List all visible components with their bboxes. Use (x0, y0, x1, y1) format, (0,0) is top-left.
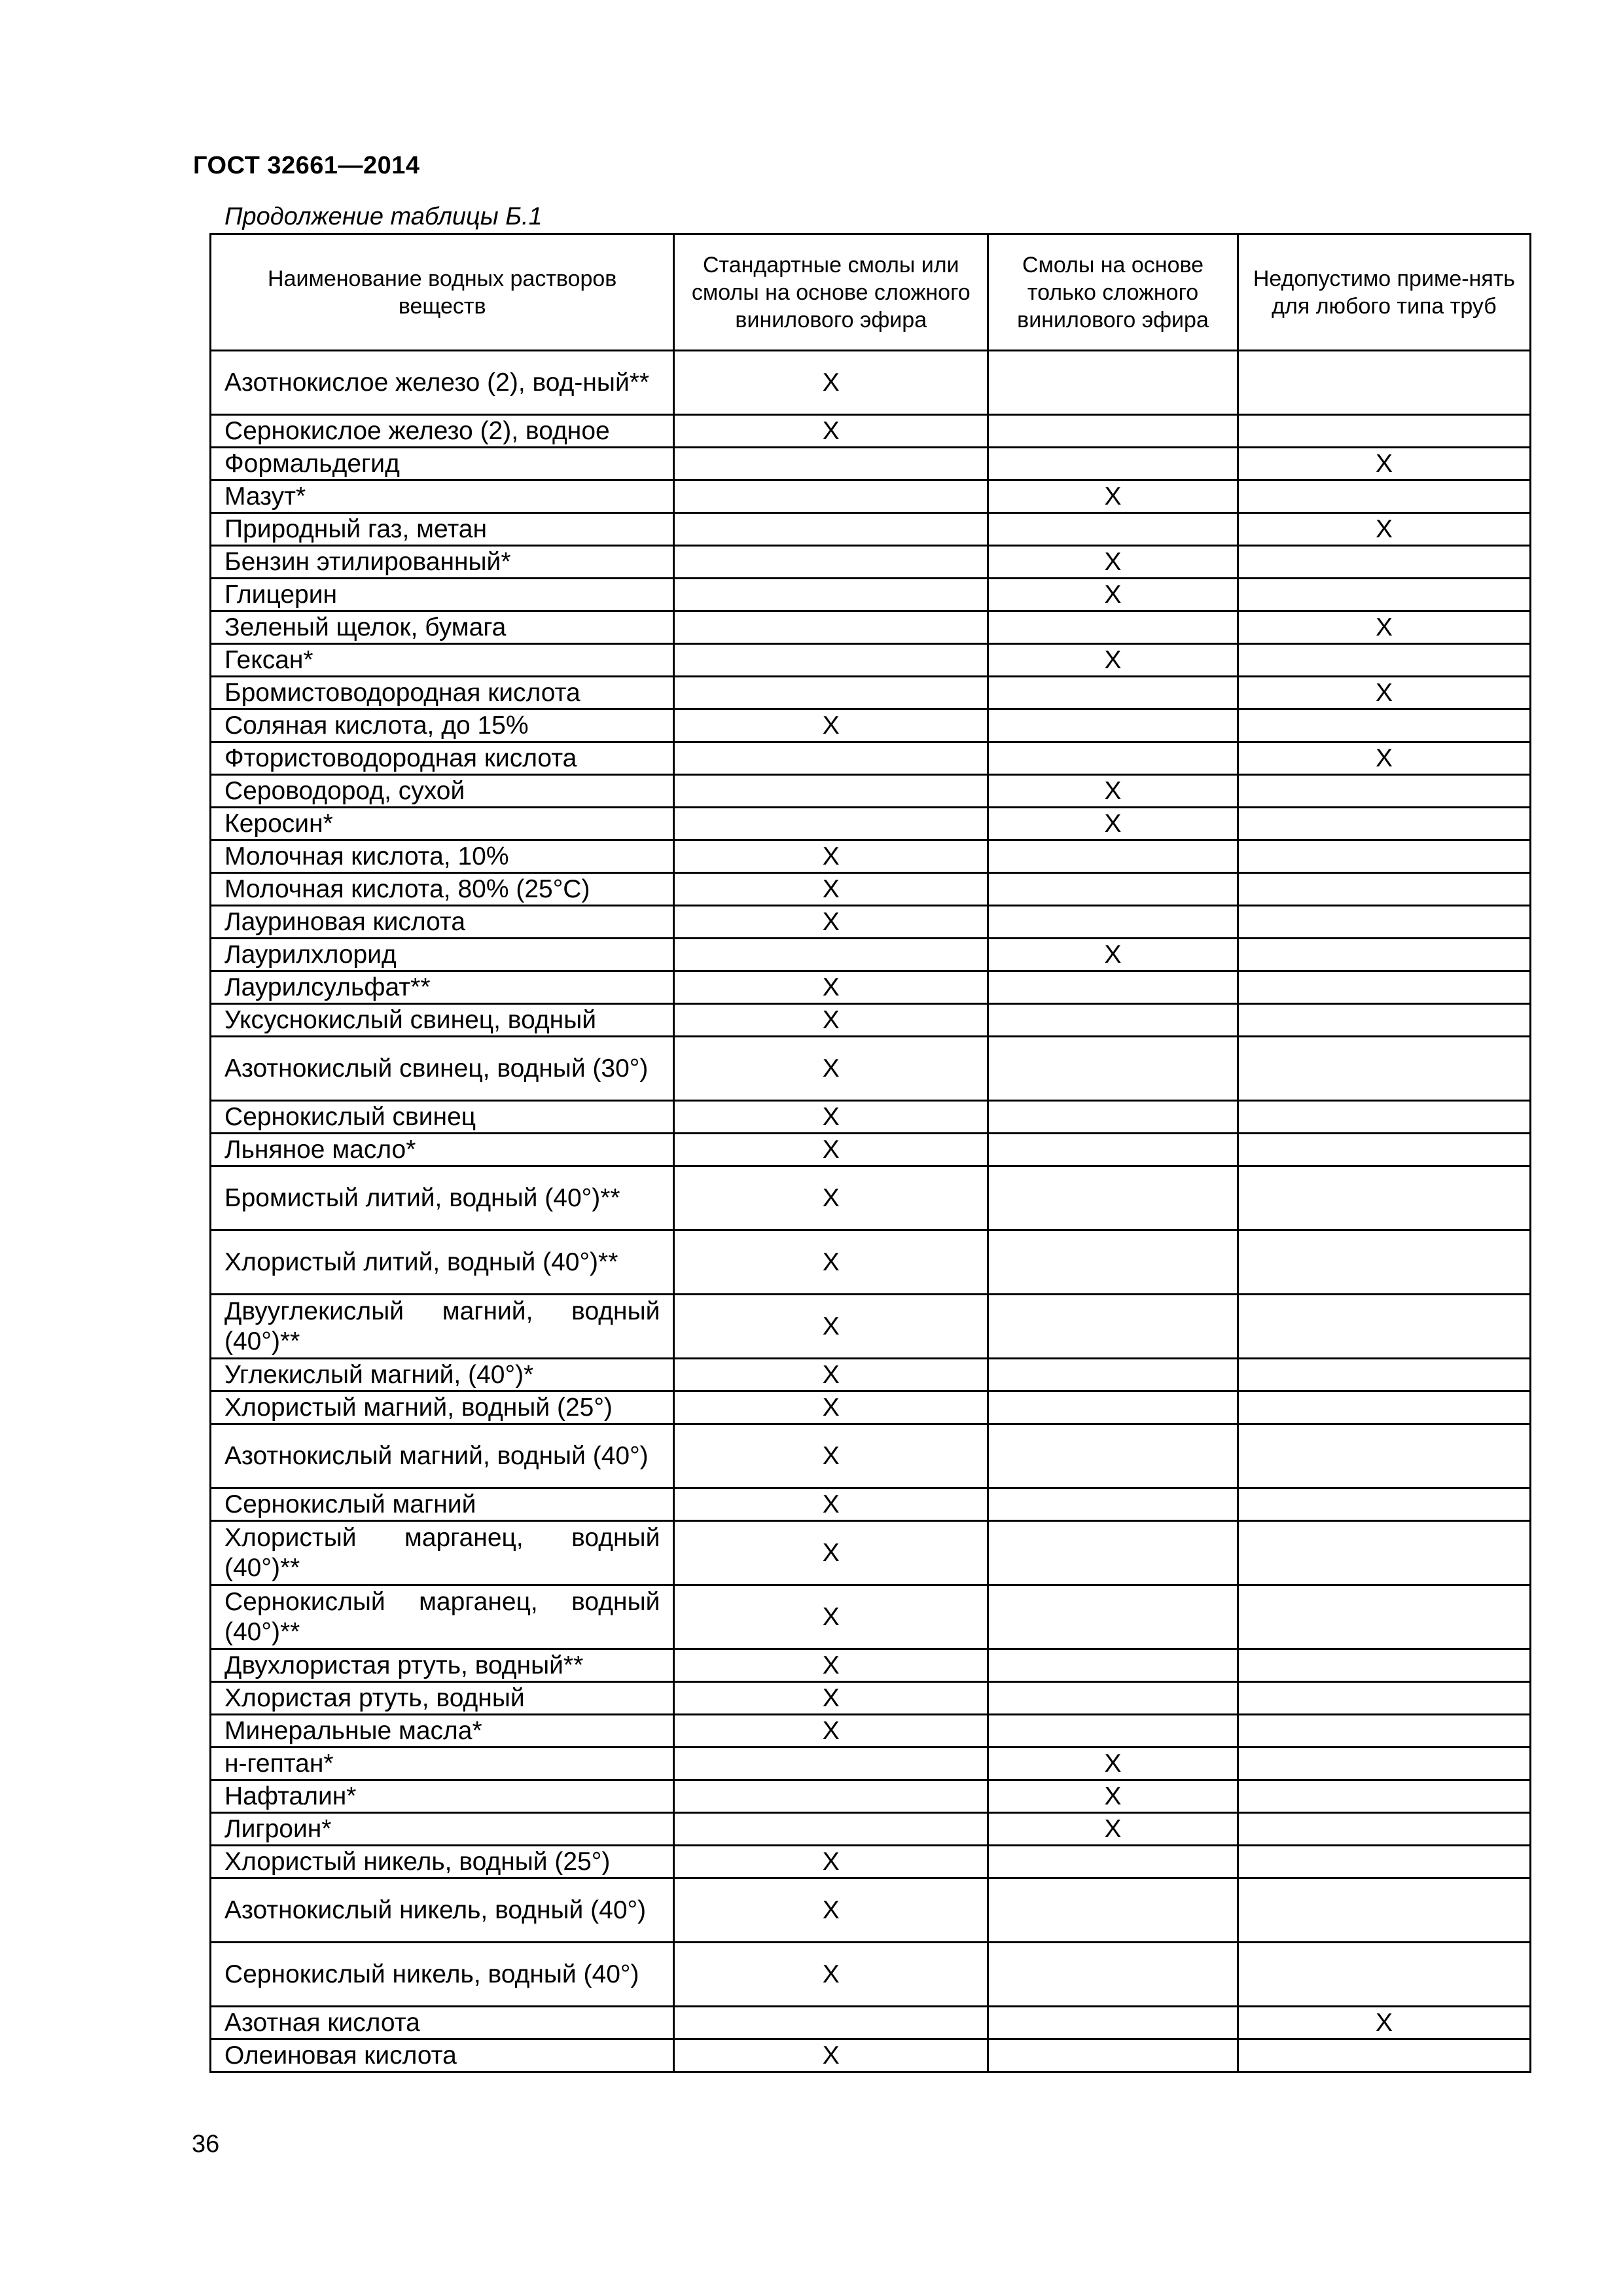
not-allowed-cell (1238, 480, 1530, 513)
substance-name-cell: Азотнокислый никель, водный (40°) (211, 1878, 674, 1943)
substance-name-cell: Лауриновая кислота (211, 906, 674, 939)
table-row (211, 1943, 1531, 2007)
table-row (211, 448, 1531, 480)
standard-resins-cell: X (674, 1295, 988, 1359)
substance-name-cell: Бромистый литий, водный (40°)** (211, 1166, 674, 1230)
not-allowed-cell: X (1238, 448, 1530, 480)
vinyl-ester-resins-cell (988, 840, 1238, 873)
not-allowed-cell (1238, 1878, 1530, 1943)
standard-resins-cell: X (674, 906, 988, 939)
not-allowed-cell (1238, 546, 1530, 579)
vinyl-ester-resins-cell (988, 742, 1238, 775)
vinyl-ester-resins-cell (988, 2039, 1238, 2072)
table-row (211, 1004, 1531, 1037)
not-allowed-cell (1238, 1166, 1530, 1230)
standard-resins-cell (674, 677, 988, 709)
not-allowed-cell (1238, 1585, 1530, 1649)
not-allowed-cell (1238, 1391, 1530, 1424)
standard-resins-cell (674, 513, 988, 546)
column-header-standard-resins: Стандартные смолы или смолы на основе сложного винилового эфира (674, 234, 988, 351)
vinyl-ester-resins-cell (988, 1004, 1238, 1037)
substance-name-cell: Природный газ, метан (211, 513, 674, 546)
table-row (211, 2007, 1531, 2039)
column-header-vinyl-ester-resins: Смолы на основе только сложного винилового эфира (988, 234, 1238, 351)
table-row (211, 1649, 1531, 1682)
vinyl-ester-resins-cell (988, 448, 1238, 480)
table-caption: Продолжение таблицы Б.1 (224, 203, 543, 230)
table-row (211, 939, 1531, 971)
vinyl-ester-resins-cell (988, 1682, 1238, 1715)
not-allowed-cell (1238, 1748, 1530, 1780)
standard-resins-cell: X (674, 840, 988, 873)
vinyl-ester-resins-cell: X (988, 775, 1238, 808)
table-row (211, 611, 1531, 644)
not-allowed-cell (1238, 2039, 1530, 2072)
substance-name-cell: Мазут* (211, 480, 674, 513)
vinyl-ester-resins-cell (988, 1943, 1238, 2007)
substance-name-cell: н-гептан* (211, 1748, 674, 1780)
substance-name-cell: Глицерин (211, 579, 674, 611)
substance-name-cell: Азотнокислый магний, водный (40°) (211, 1424, 674, 1488)
not-allowed-cell (1238, 709, 1530, 742)
standard-resins-cell: X (674, 709, 988, 742)
vinyl-ester-resins-cell (988, 1359, 1238, 1391)
substance-name-cell: Азотнокислый свинец, водный (30°) (211, 1037, 674, 1101)
not-allowed-cell (1238, 1521, 1530, 1585)
substance-name-cell: Керосин* (211, 808, 674, 840)
table-header-row (211, 234, 1531, 351)
standard-resins-cell (674, 2007, 988, 2039)
standard-resins-cell (674, 808, 988, 840)
column-header-substance: Наименование водных растворов веществ (211, 234, 674, 351)
vinyl-ester-resins-cell (988, 1391, 1238, 1424)
standard-resins-cell (674, 546, 988, 579)
substance-name-cell: Соляная кислота, до 15% (211, 709, 674, 742)
vinyl-ester-resins-cell (988, 1295, 1238, 1359)
standard-resins-cell: X (674, 1359, 988, 1391)
not-allowed-cell (1238, 1037, 1530, 1101)
substance-name-cell: Хлористый магний, водный (25°) (211, 1391, 674, 1424)
vinyl-ester-resins-cell (988, 1037, 1238, 1101)
standard-resins-cell (674, 644, 988, 677)
substance-name-cell: Льняное масло* (211, 1134, 674, 1166)
table-row (211, 1682, 1531, 1715)
not-allowed-cell: X (1238, 742, 1530, 775)
not-allowed-cell: X (1238, 677, 1530, 709)
table-row (211, 546, 1531, 579)
substance-name-cell: Лигроин* (211, 1813, 674, 1846)
standard-resins-cell: X (674, 2039, 988, 2072)
substance-name-cell: Лаурилхлорид (211, 939, 674, 971)
substance-name-cell: Бензин этилированный* (211, 546, 674, 579)
not-allowed-cell (1238, 579, 1530, 611)
vinyl-ester-resins-cell (988, 1878, 1238, 1943)
table-row (211, 677, 1531, 709)
standard-resins-cell: X (674, 1846, 988, 1878)
not-allowed-cell (1238, 1101, 1530, 1134)
document-header: ГОСТ 32661—2014 (193, 152, 420, 179)
not-allowed-cell (1238, 1649, 1530, 1682)
vinyl-ester-resins-cell (988, 971, 1238, 1004)
substance-name-cell: Хлористый никель, водный (25°) (211, 1846, 674, 1878)
page-number: 36 (192, 2130, 220, 2158)
not-allowed-cell (1238, 1715, 1530, 1748)
table-row (211, 1037, 1531, 1101)
standard-resins-cell: X (674, 1943, 988, 2007)
standard-resins-cell: X (674, 1424, 988, 1488)
substance-name-cell: Азотная кислота (211, 2007, 674, 2039)
vinyl-ester-resins-cell (988, 513, 1238, 546)
substance-name-cell: Бромистоводородная кислота (211, 677, 674, 709)
table-row (211, 742, 1531, 775)
not-allowed-cell (1238, 1004, 1530, 1037)
not-allowed-cell: X (1238, 2007, 1530, 2039)
standard-resins-cell: X (674, 351, 988, 415)
standard-resins-cell (674, 480, 988, 513)
table-row (211, 1813, 1531, 1846)
substance-name-cell: Формальдегид (211, 448, 674, 480)
standard-resins-cell (674, 1780, 988, 1813)
standard-resins-cell (674, 611, 988, 644)
table-row (211, 971, 1531, 1004)
table-row (211, 808, 1531, 840)
substance-name-cell: Сернокислый магний (211, 1488, 674, 1521)
standard-resins-cell (674, 775, 988, 808)
substance-name-cell: Сернокислый свинец (211, 1101, 674, 1134)
not-allowed-cell (1238, 939, 1530, 971)
vinyl-ester-resins-cell: X (988, 480, 1238, 513)
substance-name-cell: Молочная кислота, 10% (211, 840, 674, 873)
table-row (211, 351, 1531, 415)
vinyl-ester-resins-cell (988, 1101, 1238, 1134)
table-row (211, 1780, 1531, 1813)
table-row (211, 840, 1531, 873)
standard-resins-cell: X (674, 1004, 988, 1037)
vinyl-ester-resins-cell (988, 677, 1238, 709)
vinyl-ester-resins-cell (988, 351, 1238, 415)
standard-resins-cell (674, 1748, 988, 1780)
table-row (211, 1488, 1531, 1521)
chemical-resistance-table (209, 233, 1531, 2073)
not-allowed-cell (1238, 415, 1530, 448)
vinyl-ester-resins-cell (988, 709, 1238, 742)
substance-name-cell: Нафталин* (211, 1780, 674, 1813)
substance-name-cell: Хлористый марганец, водный (40°)** (211, 1521, 674, 1585)
standard-resins-cell (674, 448, 988, 480)
table-row (211, 1391, 1531, 1424)
vinyl-ester-resins-cell: X (988, 1813, 1238, 1846)
vinyl-ester-resins-cell: X (988, 579, 1238, 611)
standard-resins-cell: X (674, 1715, 988, 1748)
standard-resins-cell: X (674, 1878, 988, 1943)
table-row (211, 1878, 1531, 1943)
not-allowed-cell (1238, 351, 1530, 415)
vinyl-ester-resins-cell (988, 2007, 1238, 2039)
substance-name-cell: Двууглекислый магний, водный (40°)** (211, 1295, 674, 1359)
not-allowed-cell (1238, 873, 1530, 906)
standard-resins-cell: X (674, 1166, 988, 1230)
vinyl-ester-resins-cell: X (988, 644, 1238, 677)
vinyl-ester-resins-cell (988, 415, 1238, 448)
standard-resins-cell: X (674, 1682, 988, 1715)
table-row (211, 873, 1531, 906)
table-body (211, 351, 1531, 2072)
standard-resins-cell: X (674, 1037, 988, 1101)
standard-resins-cell (674, 1813, 988, 1846)
table-row (211, 480, 1531, 513)
substance-name-cell: Гексан* (211, 644, 674, 677)
vinyl-ester-resins-cell: X (988, 1780, 1238, 1813)
substance-name-cell: Олеиновая кислота (211, 2039, 674, 2072)
not-allowed-cell: X (1238, 513, 1530, 546)
not-allowed-cell (1238, 1813, 1530, 1846)
vinyl-ester-resins-cell (988, 1649, 1238, 1682)
table-row (211, 1521, 1531, 1585)
table-row (211, 1230, 1531, 1295)
not-allowed-cell (1238, 808, 1530, 840)
vinyl-ester-resins-cell (988, 1488, 1238, 1521)
substance-name-cell: Молочная кислота, 80% (25°С) (211, 873, 674, 906)
standard-resins-cell: X (674, 1649, 988, 1682)
substance-name-cell: Сернокислый никель, водный (40°) (211, 1943, 674, 2007)
table-row (211, 1424, 1531, 1488)
substance-name-cell: Углекислый магний, (40°)* (211, 1359, 674, 1391)
substance-name-cell: Хлористый литий, водный (40°)** (211, 1230, 674, 1295)
vinyl-ester-resins-cell (988, 906, 1238, 939)
standard-resins-cell: X (674, 1391, 988, 1424)
substance-name-cell: Лаурилсульфат** (211, 971, 674, 1004)
substance-name-cell: Минеральные масла* (211, 1715, 674, 1748)
not-allowed-cell (1238, 644, 1530, 677)
not-allowed-cell (1238, 1846, 1530, 1878)
vinyl-ester-resins-cell (988, 611, 1238, 644)
not-allowed-cell (1238, 971, 1530, 1004)
vinyl-ester-resins-cell (988, 1846, 1238, 1878)
table-row (211, 1166, 1531, 1230)
standard-resins-cell: X (674, 1134, 988, 1166)
standard-resins-cell (674, 579, 988, 611)
substance-name-cell: Сероводород, сухой (211, 775, 674, 808)
substance-name-cell: Зеленый щелок, бумага (211, 611, 674, 644)
vinyl-ester-resins-cell (988, 1230, 1238, 1295)
table-row (211, 709, 1531, 742)
substance-name-cell: Сернокислое железо (2), водное (211, 415, 674, 448)
table-row (211, 1748, 1531, 1780)
standard-resins-cell: X (674, 1230, 988, 1295)
vinyl-ester-resins-cell (988, 1521, 1238, 1585)
not-allowed-cell (1238, 1943, 1530, 2007)
vinyl-ester-resins-cell (988, 1134, 1238, 1166)
table-row (211, 775, 1531, 808)
not-allowed-cell (1238, 1682, 1530, 1715)
table-row (211, 579, 1531, 611)
standard-resins-cell: X (674, 971, 988, 1004)
not-allowed-cell (1238, 1359, 1530, 1391)
substance-name-cell: Фтористоводородная кислота (211, 742, 674, 775)
not-allowed-cell (1238, 1134, 1530, 1166)
table-row (211, 2039, 1531, 2072)
standard-resins-cell: X (674, 1585, 988, 1649)
column-header-not-allowed: Недопустимо приме-нять для любого типа труб (1238, 234, 1530, 351)
not-allowed-cell (1238, 1230, 1530, 1295)
not-allowed-cell (1238, 840, 1530, 873)
vinyl-ester-resins-cell (988, 1715, 1238, 1748)
standard-resins-cell (674, 939, 988, 971)
vinyl-ester-resins-cell (988, 1585, 1238, 1649)
table-row (211, 1846, 1531, 1878)
not-allowed-cell: X (1238, 611, 1530, 644)
vinyl-ester-resins-cell: X (988, 1748, 1238, 1780)
vinyl-ester-resins-cell (988, 1424, 1238, 1488)
table-row (211, 1101, 1531, 1134)
table-row (211, 1715, 1531, 1748)
not-allowed-cell (1238, 775, 1530, 808)
not-allowed-cell (1238, 1488, 1530, 1521)
table-row (211, 1359, 1531, 1391)
substance-name-cell: Азотнокислое железо (2), вод-ный** (211, 351, 674, 415)
substance-name-cell: Хлористая ртуть, водный (211, 1682, 674, 1715)
standard-resins-cell: X (674, 1101, 988, 1134)
standard-resins-cell: X (674, 415, 988, 448)
not-allowed-cell (1238, 906, 1530, 939)
standard-resins-cell (674, 742, 988, 775)
substance-name-cell: Уксуснокислый свинец, водный (211, 1004, 674, 1037)
not-allowed-cell (1238, 1780, 1530, 1813)
standard-resins-cell: X (674, 1488, 988, 1521)
table-row (211, 1585, 1531, 1649)
table-row (211, 513, 1531, 546)
table-row (211, 415, 1531, 448)
vinyl-ester-resins-cell: X (988, 808, 1238, 840)
vinyl-ester-resins-cell: X (988, 939, 1238, 971)
vinyl-ester-resins-cell (988, 1166, 1238, 1230)
substance-name-cell: Двухлористая ртуть, водный** (211, 1649, 674, 1682)
standard-resins-cell: X (674, 873, 988, 906)
substance-name-cell: Сернокислый марганец, водный (40°)** (211, 1585, 674, 1649)
table-row (211, 906, 1531, 939)
table-row (211, 644, 1531, 677)
not-allowed-cell (1238, 1295, 1530, 1359)
vinyl-ester-resins-cell (988, 873, 1238, 906)
vinyl-ester-resins-cell: X (988, 546, 1238, 579)
table-row (211, 1134, 1531, 1166)
not-allowed-cell (1238, 1424, 1530, 1488)
table-row (211, 1295, 1531, 1359)
standard-resins-cell: X (674, 1521, 988, 1585)
